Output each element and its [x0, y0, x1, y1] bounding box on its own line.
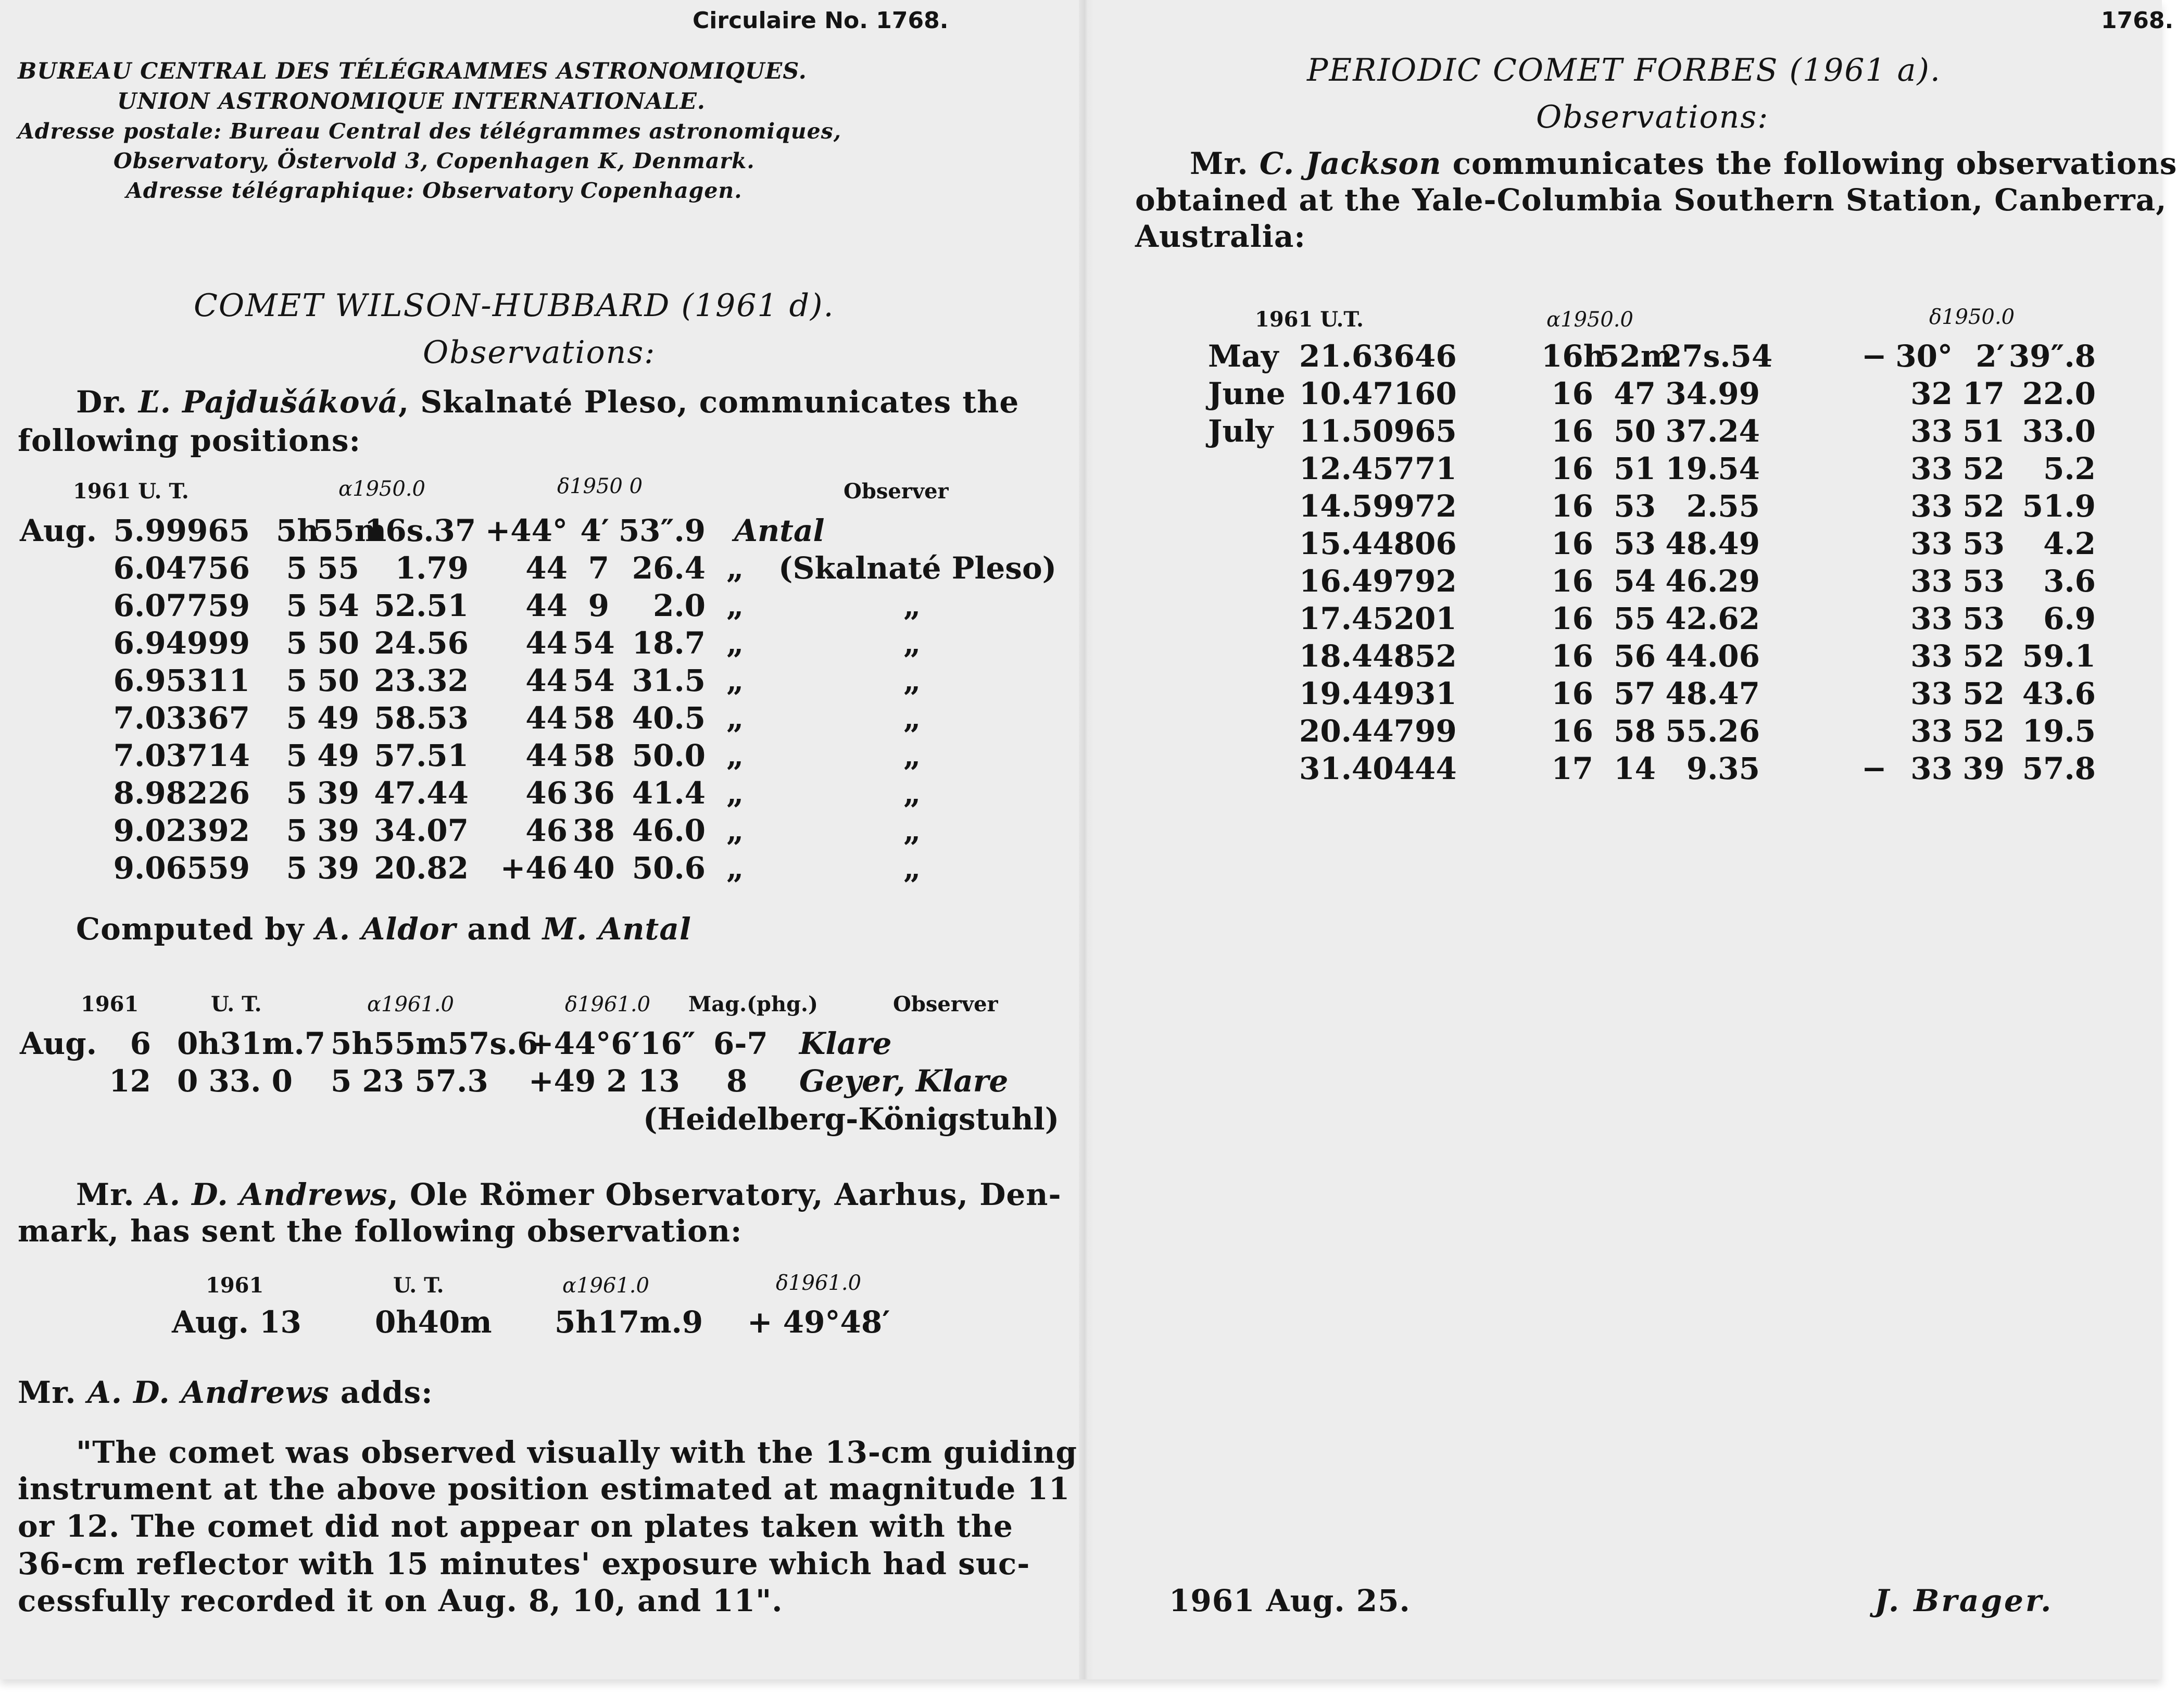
intro-paragraph-line-3: Australia: — [1135, 219, 1306, 254]
ra-seconds-cell: 57.51 — [374, 738, 469, 773]
observer-ditto: „ — [903, 700, 921, 736]
ra-hours-cell: 16 — [1551, 376, 1593, 411]
ditto-mark: „ — [726, 550, 744, 586]
ra-seconds-cell: 52.51 — [374, 588, 469, 623]
quote-line: 36-cm reflector with 15 minutes' exposure which had suc- — [18, 1546, 1030, 1581]
right-page — [1093, 0, 2177, 1679]
dec-degrees-cell: 33 — [1910, 488, 1953, 524]
andrews-paragraph-line-2: mark, has sent the following observation: — [18, 1213, 743, 1249]
ditto-mark: „ — [726, 775, 744, 811]
ra-hours-cell: 5 — [286, 625, 307, 661]
ra-seconds-cell: 47.44 — [374, 775, 469, 811]
dec-degrees-cell: 33 — [1910, 526, 1953, 561]
ut-cell: 0h31m.7 — [177, 1026, 326, 1061]
ra-hours-cell: 5 — [286, 700, 307, 736]
dec-minutes-cell: 9 — [588, 588, 609, 623]
andrews-adds-line: Mr. A. D. Andrews adds: — [18, 1375, 433, 1410]
dec-degrees-cell: 33 — [1910, 713, 1953, 749]
dec-minutes-cell: 52 — [1962, 676, 2005, 711]
dec-minutes-cell: 4′ — [580, 513, 609, 548]
ra-hours-cell: 16h — [1541, 338, 1605, 374]
magnitude-cell: 8 — [726, 1063, 748, 1099]
dec-degrees-cell: 33 — [1910, 638, 1953, 674]
dec-seconds-cell: 18.7 — [632, 625, 706, 661]
ra-minutes-cell: 54 — [317, 588, 359, 623]
ra-minutes-cell: 39 — [317, 775, 359, 811]
ra-minutes-cell: 39 — [317, 850, 359, 886]
dec-degrees-cell: 33 — [1910, 676, 1953, 711]
date-cell: 19.44931 — [1299, 676, 1457, 711]
date-cell: 7.03367 — [113, 700, 250, 736]
section-title: PERIODIC COMET FORBES (1961 a). — [1307, 52, 1941, 89]
quote-line: or 12. The comet did not appear on plates taken with the — [18, 1509, 1013, 1544]
intro-paragraph-line-2: following positions: — [18, 423, 361, 458]
ra-cell: 5 23 57.3 — [331, 1063, 488, 1099]
observer-ditto: „ — [903, 625, 921, 661]
dec-seconds-cell: 40.5 — [632, 700, 706, 736]
observations-label: Observations: — [423, 334, 656, 371]
ditto-mark: „ — [726, 588, 744, 623]
dec-degrees-cell: 44 — [525, 700, 568, 736]
ra-hours-cell: 16 — [1551, 451, 1593, 486]
column-header-date: 1961 U. T. — [73, 479, 189, 504]
dec-seconds-cell: 31.5 — [632, 663, 706, 698]
ra-seconds-cell: 16s.37 — [364, 513, 476, 548]
dec-minutes-cell: 38 — [573, 813, 615, 848]
dec-seconds-cell: 3.6 — [2043, 563, 2096, 599]
quote-line: instrument at the above position estimated at magnitude 11 — [18, 1471, 1071, 1506]
dec-degrees-cell: +46 — [500, 850, 568, 886]
ra-minutes-cell: 55 — [1614, 601, 1656, 636]
magnitude-cell: 6-7 — [713, 1026, 768, 1061]
ra-seconds-cell: 24.56 — [374, 625, 469, 661]
date-cell: 7.03714 — [113, 738, 250, 773]
dec-minutes-cell: 36 — [573, 775, 615, 811]
dec-minutes-cell: 52 — [1962, 451, 2005, 486]
ditto-mark: „ — [726, 700, 744, 736]
dec-degrees-cell: +44° — [485, 513, 568, 548]
dec-seconds-cell: 33.0 — [2022, 413, 2096, 449]
ra-minutes-cell: 58 — [1614, 713, 1656, 749]
computer-name-1: A. Aldor — [315, 911, 457, 947]
dec-seconds-cell: 50.0 — [632, 738, 706, 773]
dec-seconds-cell: 19.5 — [2022, 713, 2096, 749]
dec-seconds-cell: 51.9 — [2022, 488, 2096, 524]
ra-minutes-cell: 50 — [317, 625, 359, 661]
ra-seconds-cell: 46.29 — [1665, 563, 1760, 599]
dec-cell: +44°6′16″ — [528, 1026, 696, 1061]
dec-seconds-cell: 41.4 — [632, 775, 706, 811]
dec-degrees-cell: 44 — [525, 625, 568, 661]
ra-hours-cell: 5h — [276, 513, 319, 548]
dec-minutes-cell: 17 — [1962, 376, 2005, 411]
observer-name: Ľ. Pajdušáková — [138, 384, 398, 420]
dec-degrees-cell: 44 — [525, 588, 568, 623]
day-cell: 6 — [130, 1026, 151, 1061]
ra-hours-cell: 5 — [286, 663, 307, 698]
ra-hours-cell: 16 — [1551, 713, 1593, 749]
andrews-paragraph: Mr. A. D. Andrews, Ole Römer Observatory, Aarhus, Den- — [76, 1177, 1062, 1212]
quote-line: cessfully recorded it on Aug. 8, 10, and 11". — [18, 1583, 783, 1618]
dec-minutes-cell: 53 — [1962, 563, 2005, 599]
dec-degrees-cell: 33 — [1910, 601, 1953, 636]
dec-minutes-cell: 40 — [573, 850, 615, 886]
observer-cell: Klare — [799, 1026, 892, 1061]
ra-seconds-cell: 27s.54 — [1661, 338, 1773, 374]
intro-paragraph-line-2: obtained at the Yale-Columbia Southern Station, Canberra, — [1135, 182, 2167, 218]
dec-minutes-cell: 51 — [1962, 413, 2005, 449]
dec-minutes-cell: 54 — [573, 663, 615, 698]
circular-number: Circulaire No. 1768. — [693, 7, 949, 34]
postal-address-line-2: Observatory, Östervold 3, Copenhagen K, Denmark. — [114, 148, 755, 173]
observations-label: Observations: — [1536, 99, 1769, 135]
observer-ditto: „ — [903, 813, 921, 848]
column-header-ut: U. T. — [393, 1273, 444, 1298]
ra-hours-cell: 16 — [1551, 413, 1593, 449]
observer-cell: Geyer, Klare — [799, 1063, 1009, 1099]
ra-hours-cell: 16 — [1551, 676, 1593, 711]
computer-name-2: M. Antal — [542, 911, 691, 947]
ra-hours-cell: 5 — [286, 813, 307, 848]
signature: J. Brager. — [1874, 1583, 2054, 1618]
dec-sign-cell: − — [1861, 338, 1887, 374]
dec-minutes-cell: 52 — [1962, 713, 2005, 749]
ra-seconds-cell: 23.32 — [374, 663, 469, 698]
ditto-mark: „ — [726, 850, 744, 886]
column-header-ut: U. T. — [211, 992, 262, 1016]
dec-minutes-cell: 58 — [573, 700, 615, 736]
observer-name: A. D. Andrews — [145, 1177, 388, 1212]
dec-degrees-cell: 46 — [525, 775, 568, 811]
dec-degrees-cell: 33 — [1910, 563, 1953, 599]
ra-seconds-cell: 58.53 — [374, 700, 469, 736]
issue-date: 1961 Aug. 25. — [1169, 1583, 1411, 1618]
ra-seconds-cell: 48.47 — [1665, 676, 1760, 711]
ra-seconds-cell: 48.49 — [1665, 526, 1760, 561]
dec-seconds-cell: 53″.9 — [618, 513, 706, 548]
ra-hours-cell: 5 — [286, 775, 307, 811]
date-cell: 6.04756 — [113, 550, 250, 586]
ra-seconds-cell: 19.54 — [1665, 451, 1760, 486]
date-cell: 10.47160 — [1299, 376, 1457, 411]
ra-seconds-cell: 34.99 — [1665, 376, 1760, 411]
ra-minutes-cell: 47 — [1614, 376, 1656, 411]
column-header-year: 1961 — [81, 992, 139, 1016]
dec-sign-cell: − — [1861, 751, 1887, 786]
day-cell: 12 — [109, 1063, 151, 1099]
ditto-mark: „ — [726, 813, 744, 848]
dec-degrees-cell: 30° — [1895, 338, 1953, 374]
dec-seconds-cell: 46.0 — [632, 813, 706, 848]
ditto-mark: „ — [726, 625, 744, 661]
observer-ditto: „ — [903, 738, 921, 773]
column-header-date: 1961 U.T. — [1255, 307, 1364, 332]
ra-seconds-cell: 1.79 — [395, 550, 469, 586]
dec-minutes-cell: 52 — [1962, 638, 2005, 674]
dec-degrees-cell: 46 — [525, 813, 568, 848]
observation-dec: + 49°48′ — [747, 1304, 890, 1340]
ra-hours-cell: 16 — [1551, 601, 1593, 636]
ra-minutes-cell: 49 — [317, 700, 359, 736]
ra-seconds-cell: 34.07 — [374, 813, 469, 848]
dec-seconds-cell: 43.6 — [2022, 676, 2096, 711]
column-header-mag: Mag.(phg.) — [688, 992, 818, 1016]
ra-hours-cell: 5 — [286, 550, 307, 586]
ra-hours-cell: 16 — [1551, 638, 1593, 674]
month-cell: June — [1208, 376, 1286, 411]
dec-degrees-cell: 44 — [525, 550, 568, 586]
date-cell: 5.99965 — [113, 513, 250, 548]
ra-minutes-cell: 14 — [1614, 751, 1656, 786]
dec-seconds-cell: 26.4 — [632, 550, 706, 586]
column-header-dec: δ1961.0 — [776, 1271, 862, 1295]
dec-minutes-cell: 53 — [1962, 526, 2005, 561]
observer-cell: Antal — [734, 513, 825, 548]
ra-minutes-cell: 53 — [1614, 488, 1656, 524]
date-cell: 15.44806 — [1299, 526, 1457, 561]
dec-seconds-cell: 2.0 — [653, 588, 706, 623]
observer-name: C. Jackson — [1259, 146, 1442, 181]
dec-degrees-cell: 33 — [1910, 751, 1953, 786]
ra-hours-cell: 16 — [1551, 526, 1593, 561]
ra-hours-cell: 5 — [286, 850, 307, 886]
observation-ra: 5h17m.9 — [555, 1304, 703, 1340]
ra-seconds-cell: 55.26 — [1665, 713, 1760, 749]
dec-minutes-cell: 2′ — [1975, 338, 2005, 374]
date-cell: 9.06559 — [113, 850, 250, 886]
dec-minutes-cell: 39 — [1962, 751, 2005, 786]
dec-seconds-cell: 5.2 — [2043, 451, 2096, 486]
dec-minutes-cell: 7 — [588, 550, 609, 586]
dec-seconds-cell: 22.0 — [2022, 376, 2096, 411]
page-number: 1768. — [2101, 7, 2174, 34]
ut-cell: 0 33. 0 — [177, 1063, 293, 1099]
ra-seconds-cell: 20.82 — [374, 850, 469, 886]
dec-minutes-cell: 52 — [1962, 488, 2005, 524]
dec-degrees-cell: 33 — [1910, 451, 1953, 486]
section-title: COMET WILSON-HUBBARD (1961 d). — [194, 287, 835, 324]
date-cell: 6.07759 — [113, 588, 250, 623]
date-cell: 21.63646 — [1299, 338, 1457, 374]
observer-ditto: „ — [903, 588, 921, 623]
date-cell: 16.49792 — [1299, 563, 1457, 599]
intro-paragraph: Mr. C. Jackson communicates the following observations — [1190, 146, 2177, 181]
quote-line: "The comet was observed visually with the 13-cm guiding — [76, 1435, 1077, 1470]
ra-minutes-cell: 57 — [1614, 676, 1656, 711]
dec-degrees-cell: 44 — [525, 663, 568, 698]
column-header-ra: α1961.0 — [562, 1274, 649, 1298]
ditto-mark: „ — [726, 663, 744, 698]
dec-minutes-cell: 58 — [573, 738, 615, 773]
ra-minutes-cell: 50 — [317, 663, 359, 698]
bureau-line-2: UNION ASTRONOMIQUE INTERNATIONALE. — [117, 89, 706, 115]
ra-minutes-cell: 51 — [1614, 451, 1656, 486]
date-cell: 20.44799 — [1299, 713, 1457, 749]
date-cell: 31.40444 — [1299, 751, 1457, 786]
ra-hours-cell: 5 — [286, 738, 307, 773]
ra-seconds-cell: 37.24 — [1665, 413, 1760, 449]
intro-paragraph: Dr. Ľ. Pajdušáková, Skalnaté Pleso, communicates the — [76, 384, 1020, 420]
dec-cell: +49 2 13 — [528, 1063, 680, 1099]
postal-address: Adresse postale: Bureau Central des télégrammes astronomiques, — [18, 119, 842, 144]
month-cell: Aug. — [20, 513, 97, 548]
observer-ditto: „ — [903, 850, 921, 886]
ra-minutes-cell: 49 — [317, 738, 359, 773]
date-cell: 18.44852 — [1299, 638, 1457, 674]
ra-hours-cell: 5 — [286, 588, 307, 623]
ra-seconds-cell: 42.62 — [1665, 601, 1760, 636]
ra-hours-cell: 16 — [1551, 563, 1593, 599]
observation-date: Aug. 13 — [172, 1304, 301, 1340]
dec-seconds-cell: 4.2 — [2043, 526, 2096, 561]
ra-seconds-cell: 2.55 — [1686, 488, 1760, 524]
ra-seconds-cell: 9.35 — [1686, 751, 1760, 786]
bureau-line-1: BUREAU CENTRAL DES TÉLÉGRAMMES ASTRONOMIQUES. — [18, 58, 807, 84]
month-cell: July — [1208, 413, 1274, 449]
ra-minutes-cell: 39 — [317, 813, 359, 848]
dec-degrees-cell: 33 — [1910, 413, 1953, 449]
observation-ut: 0h40m — [375, 1304, 492, 1340]
date-cell: 11.50965 — [1299, 413, 1457, 449]
ra-hours-cell: 16 — [1551, 488, 1593, 524]
observer-cell: (Skalnaté Pleso) — [778, 550, 1057, 586]
date-cell: 8.98226 — [113, 775, 250, 811]
dec-minutes-cell: 53 — [1962, 601, 2005, 636]
telegraphic-address: Adresse télégraphique: Observatory Copenhagen. — [126, 178, 743, 203]
dec-seconds-cell: 59.1 — [2022, 638, 2096, 674]
dec-seconds-cell: 50.6 — [632, 850, 706, 886]
column-header-ra: α1961.0 — [367, 993, 454, 1016]
ra-seconds-cell: 44.06 — [1665, 638, 1760, 674]
ra-minutes-cell: 54 — [1614, 563, 1656, 599]
dec-minutes-cell: 54 — [573, 625, 615, 661]
dec-degrees-cell: 44 — [525, 738, 568, 773]
ra-minutes-cell: 55 — [317, 550, 359, 586]
observer-ditto: „ — [903, 663, 921, 698]
observer-ditto: „ — [903, 775, 921, 811]
dec-seconds-cell: 6.9 — [2043, 601, 2096, 636]
month-cell: May — [1208, 338, 1279, 374]
ra-minutes-cell: 56 — [1614, 638, 1656, 674]
column-header-dec: δ1961.0 — [565, 993, 651, 1016]
date-cell: 6.95311 — [113, 663, 250, 698]
column-header-dec: δ1950 0 — [557, 474, 643, 498]
station-name: (Heidelberg-Königstuhl) — [643, 1101, 1060, 1137]
left-page — [0, 0, 1083, 1679]
ra-minutes-cell: 55m — [312, 513, 387, 548]
column-header-ra: α1950.0 — [1546, 308, 1633, 332]
column-header-observer: Observer — [844, 479, 949, 504]
computed-by-line: Computed by A. Aldor and M. Antal — [76, 911, 691, 947]
date-cell: 12.45771 — [1299, 451, 1457, 486]
ra-minutes-cell: 52m — [1599, 338, 1673, 374]
ra-hours-cell: 17 — [1551, 751, 1593, 786]
column-header-ra: α1950.0 — [338, 477, 425, 501]
dec-seconds-cell: 57.8 — [2022, 751, 2096, 786]
ra-cell: 5h55m57s.6 — [331, 1026, 538, 1061]
column-header-observer: Observer — [893, 992, 998, 1016]
month-cell: Aug. — [20, 1026, 97, 1061]
date-cell: 6.94999 — [113, 625, 250, 661]
ra-minutes-cell: 53 — [1614, 526, 1656, 561]
dec-seconds-cell: 39″.8 — [2008, 338, 2096, 374]
ra-minutes-cell: 50 — [1614, 413, 1656, 449]
column-header-dec: δ1950.0 — [1929, 305, 2015, 329]
date-cell: 9.02392 — [113, 813, 250, 848]
date-cell: 17.45201 — [1299, 601, 1457, 636]
dec-degrees-cell: 32 — [1910, 376, 1953, 411]
column-header-year: 1961 — [206, 1273, 264, 1298]
date-cell: 14.59972 — [1299, 488, 1457, 524]
ditto-mark: „ — [726, 738, 744, 773]
